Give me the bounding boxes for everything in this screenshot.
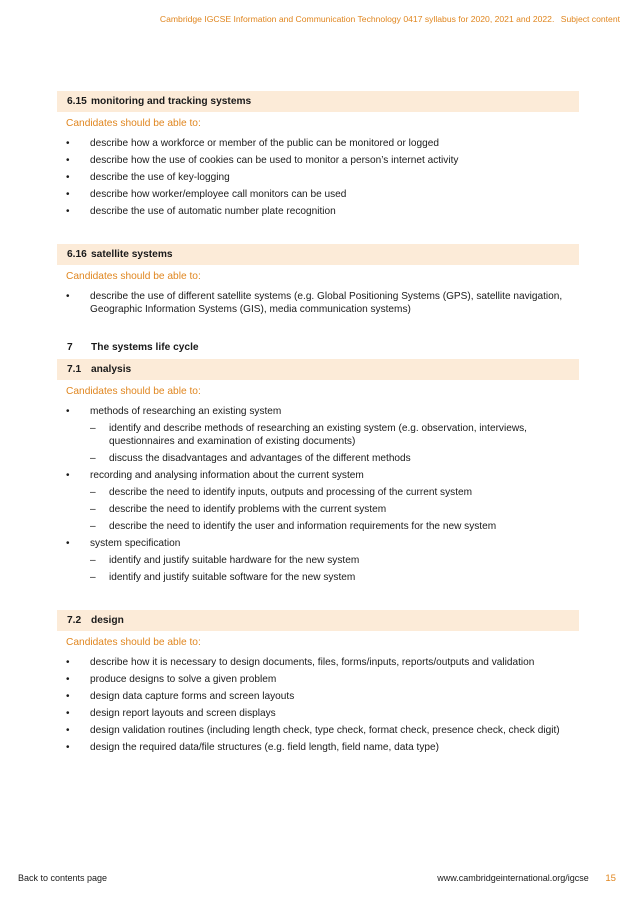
list-item-text: methods of researching an existing system — [90, 406, 282, 417]
section-heading — [57, 610, 579, 631]
bullet-icon: • — [66, 138, 70, 149]
list-item-text: design report layouts and screen displays — [90, 708, 276, 719]
objective-list — [57, 290, 579, 316]
list-item — [57, 690, 579, 703]
section-intro: Candidates should be able to: — [66, 118, 201, 129]
list-item — [57, 707, 579, 720]
sub-item-text: identify and justify suitable hardware for the new system — [109, 555, 360, 566]
list-item-text: describe how it is necessary to design documents, files, forms/inputs, reports/outputs and validation — [90, 657, 535, 668]
list-item — [57, 469, 579, 533]
bullet-icon: • — [66, 172, 70, 183]
bullet-icon: • — [66, 657, 70, 668]
dash-icon: – — [90, 453, 96, 464]
bullet-icon: • — [66, 470, 70, 481]
section-heading — [57, 244, 579, 265]
bullet-icon: • — [66, 691, 70, 702]
list-item-text: describe the use of automatic number plate recognition — [90, 206, 336, 217]
bullet-icon: • — [66, 674, 70, 685]
list-item — [57, 188, 579, 201]
list-item-text: design validation routines (including length check, type check, format check, presence check, check digit) — [90, 725, 560, 736]
bullet-icon: • — [66, 206, 70, 217]
dash-icon: – — [90, 487, 96, 498]
list-item — [57, 656, 579, 669]
chapter-heading — [57, 342, 579, 353]
chapter-title: The systems life cycle — [91, 342, 199, 353]
dash-icon: – — [90, 555, 96, 566]
sub-list-item — [90, 452, 579, 465]
objective-list — [57, 405, 579, 584]
bullet-icon: • — [66, 406, 70, 417]
section-title: monitoring and tracking systems — [91, 96, 252, 107]
section-intro: Candidates should be able to: — [66, 386, 201, 397]
sub-list-item — [90, 554, 579, 567]
section-intro: Candidates should be able to: — [66, 637, 201, 648]
objective-list — [57, 656, 579, 754]
dash-icon: – — [90, 423, 96, 434]
running-header-title: Cambridge IGCSE Information and Communication Technology 0417 syllabus for 2020, 2021 and 2022. — [159, 14, 555, 24]
sub-item-text: identify and describe methods of researching an existing system (e.g. observation, interviews, questionnaires and examination of existing documents) — [109, 423, 527, 447]
section-title: analysis — [91, 364, 132, 375]
dash-icon: – — [90, 521, 96, 532]
sub-list-item — [90, 503, 579, 516]
sub-list — [90, 486, 579, 533]
section-intro: Candidates should be able to: — [66, 271, 201, 282]
dash-icon: – — [90, 572, 96, 583]
bullet-icon: • — [66, 291, 70, 302]
syllabus-content — [57, 91, 579, 758]
section-heading — [57, 91, 579, 112]
bullet-icon: • — [66, 189, 70, 200]
list-item-text: describe how worker/employee call monitors can be used — [90, 189, 347, 200]
objective-list — [57, 137, 579, 218]
section-gap — [57, 320, 579, 342]
bullet-icon: • — [66, 708, 70, 719]
list-item-text: recording and analysing information about the current system — [90, 470, 364, 481]
running-header — [160, 14, 620, 24]
list-item — [57, 405, 579, 465]
list-item-text: system specification — [90, 538, 181, 549]
sub-item-text: identify and justify suitable software for the new system — [109, 572, 356, 583]
section-gap — [57, 222, 579, 244]
sub-list-item — [90, 571, 579, 584]
section-number: 6.15 — [67, 96, 87, 107]
list-item-text: describe how the use of cookies can be used to monitor a person’s internet activity — [90, 155, 459, 166]
section-number: 7.2 — [67, 615, 82, 626]
list-item — [57, 154, 579, 167]
list-item — [57, 741, 579, 754]
back-to-contents-link[interactable]: Back to contents page — [18, 873, 108, 883]
sub-list-item — [90, 486, 579, 499]
list-item — [57, 171, 579, 184]
list-item — [57, 290, 579, 316]
sub-list-item — [90, 520, 579, 533]
running-header-section: Subject content — [560, 14, 620, 24]
section-heading — [57, 359, 579, 380]
bullet-icon: • — [66, 538, 70, 549]
sub-item-text: describe the need to identify the user and information requirements for the new system — [109, 521, 497, 532]
bullet-icon: • — [66, 155, 70, 166]
page-number: 15 — [605, 873, 616, 884]
sub-item-text: discuss the disadvantages and advantages of the different methods — [109, 453, 411, 464]
list-item-text: describe the use of key-logging — [90, 172, 230, 183]
section-title: design — [91, 615, 124, 626]
sub-item-text: describe the need to identify problems with the current system — [109, 504, 387, 515]
list-item-text: design data capture forms and screen layouts — [90, 691, 295, 702]
list-item — [57, 137, 579, 150]
bullet-icon: • — [66, 742, 70, 753]
dash-icon: – — [90, 504, 96, 515]
bullet-icon: • — [66, 725, 70, 736]
sub-list — [90, 422, 579, 465]
list-item — [57, 673, 579, 686]
list-item — [57, 537, 579, 584]
website-link[interactable]: www.cambridgeinternational.org/igcse — [437, 873, 589, 883]
chapter-number: 7 — [67, 342, 73, 353]
sub-list-item — [90, 422, 579, 448]
sub-item-text: describe the need to identify inputs, outputs and processing of the current system — [109, 487, 473, 498]
footer-right — [437, 873, 616, 884]
section-number: 6.16 — [67, 249, 87, 260]
section-number: 7.1 — [67, 364, 82, 375]
list-item-text: describe how a workforce or member of the public can be monitored or logged — [90, 138, 439, 149]
list-item-text: produce designs to solve a given problem — [90, 674, 277, 685]
list-item — [57, 724, 579, 737]
sub-list — [90, 554, 579, 584]
section-title: satellite systems — [91, 249, 173, 260]
section-gap — [57, 588, 579, 610]
list-item-text: design the required data/file structures (e.g. field length, field name, data type) — [90, 742, 439, 753]
list-item-text: describe the use of different satellite systems (e.g. Global Positioning Systems (GPS), satellite navigation, Geographic Information Systems (GIS), media communication systems) — [90, 291, 563, 315]
list-item — [57, 205, 579, 218]
